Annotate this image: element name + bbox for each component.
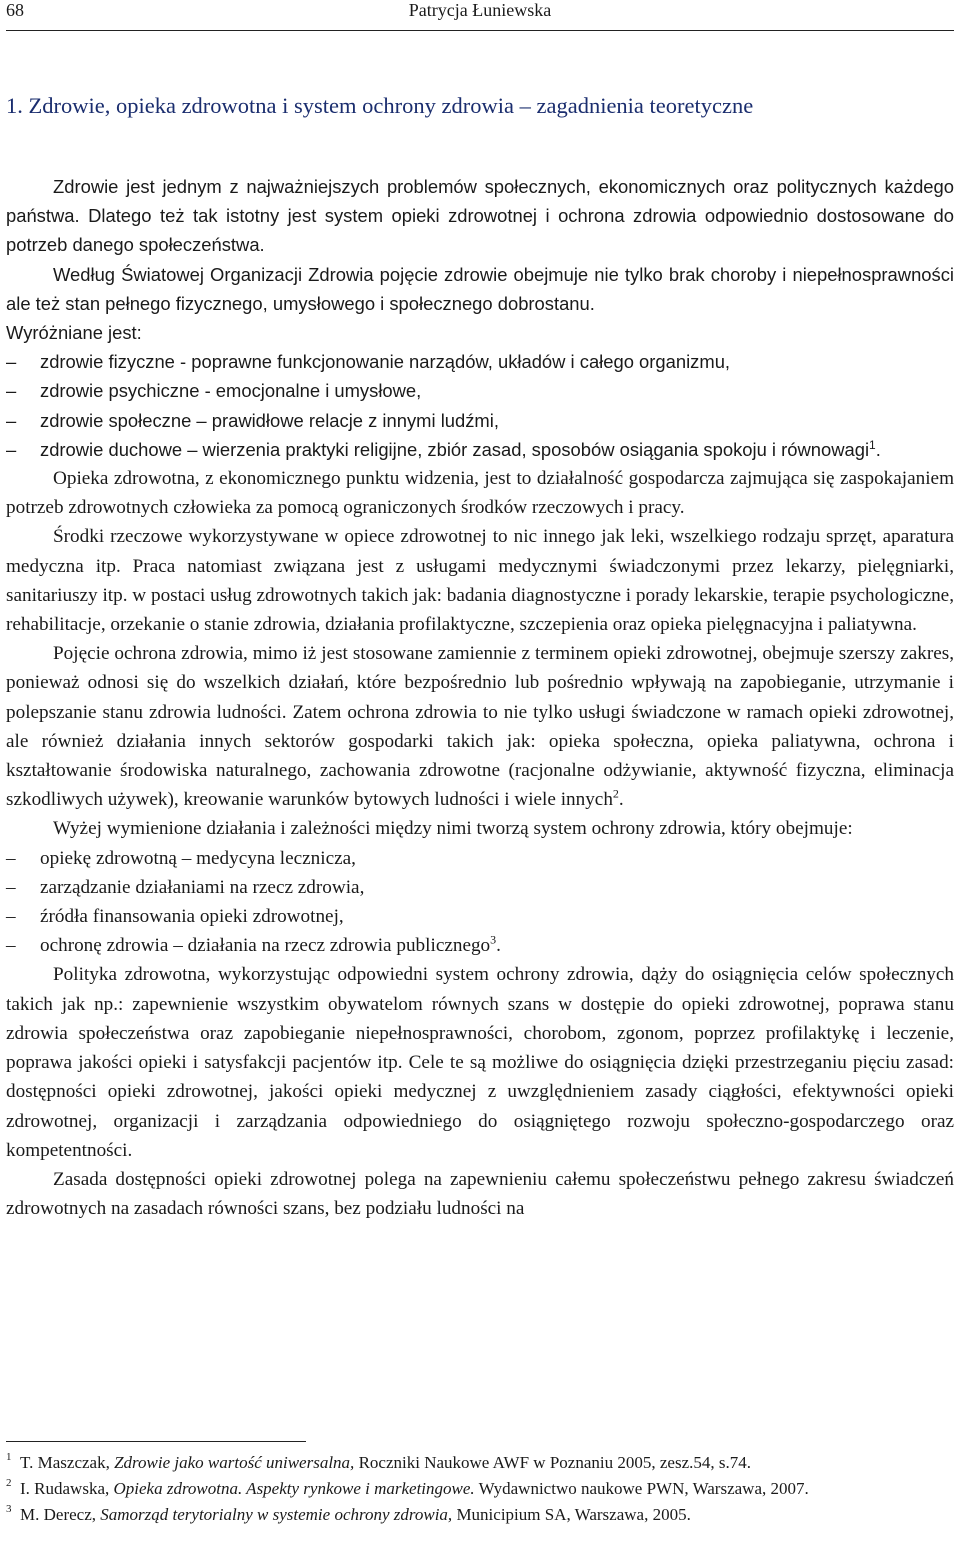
section-title: 1. Zdrowie, opieka zdrowotna i system ochrony zdrowia – zagadnienia teoretyczne (6, 93, 754, 118)
list-item: – zdrowie duchowe – wierzenia praktyki religijne, zbiór zasad, sposobów osiągania spokoju i równowagi$^1$. (6, 435, 954, 464)
paragraph: Według Światowej Organizacji Zdrowia pojęcie zdrowie obejmuje nie tylko brak choroby i niepełnosprawności ale też stan pełnego fizycznego, umysłowego i społecznego dobrostanu. (6, 263, 954, 314)
running-header (0, 0, 960, 24)
footnote: 1 T. Maszczak, Zdrowie jako wartość uniwersalna, Roczniki Naukowe AWF w Poznaniu 2005, zesz.54, s.74. (6, 1450, 954, 1476)
footnote: 2 I. Rudawska, Opieka zdrowotna. Aspekty rynkowe i marketingowe. Wydawnictwo naukowe PWN, Warszawa, 2007. (6, 1476, 954, 1502)
paragraph: Zasada dostępności opieki zdrowotnej polega na zapewnieniu całemu społeczeństwu pełnego zakresu świadczeń zdrowotnych na zasadach równości szans, bez podziału ludności na (6, 1168, 954, 1220)
footnote-mark: 2 (6, 1477, 12, 1489)
footnote-rule (6, 1441, 306, 1442)
paragraph: Polityka zdrowotna, wykorzystując odpowiedni system ochrony zdrowia, dąży do osiągnięcia celów społecznych takich jak np.: zapewnienie wszystkim obywatelom równych szans w dostępie do opieki zdrowotnej, poprawa stanu zdrowia społeczeństwa oraz zapobieganie niepełnosprawności, chorobom, zgonom, poprzez profilaktykę i leczenie, poprawa jakości opieki i satysfakcji pacjentów itp. Cele te są możliwe do osiągnięcia dzięki przestrzeganiu pięciu zasad: dostępności opieki zdrowotnej, jakości opieki medycznej z uwzględnieniem zasady ciągłości, efektywności opieki zdrowotnej, organizacji i zarządzania odpowiedniego do osiągniętego rozwoju społeczno-gospodarczego oraz kompetentności. (6, 964, 954, 1161)
health-system-list (6, 844, 954, 961)
paragraph: Środki rzeczowe wykorzystywane w opiece zdrowotnej to nic innego jak leki, wszelkiego rodzaju sprzęt, aparatura medyczna itp. Praca natomiast związana jest z usługami medycznymi świadczonymi przez lekarzy, pielęgniarki, sanitariuszy itp. w postaci usług zdrowotnych takich jak: badania diagnostyczne i porady lekarskie, terapie psychologiczne, rehabilitacje, orzekanie o stanie zdrowia, działania profilaktyczne, szczepienia oraz opieka pielęgnacyjna i paliatywna. (6, 526, 954, 636)
footnote-ref: 3 (490, 932, 497, 947)
body-text (6, 172, 954, 1223)
list-intro: Wyróżniane jest: (6, 322, 142, 344)
paragraph: Pojęcie ochrona zdrowia, mimo iż jest stosowane zamiennie z terminem opieki zdrowotnej, obejmuje szerszy zakres, ponieważ odnosi się do wszelkich działań, które bezpośrednio lub pośrednio wpływają na zapobieganie, utrzymanie i polepszanie stanu zdrowia ludności. Zatem ochrona zdrowia to nie tylko usługi świadczone w ramach opieki zdrowotnej, ale również działania innych sektorów gospodarki takich jak: opieka społeczna, opieka paliatywna, ochrona i kształtowanie środowiska naturalnego, zachowania zdrowotne (racjonalne odżywianie, aktywność fizyczna, eliminacja szkodliwych używek), kreowanie warunków bytowych ludności i wiele innych$^2$. (6, 643, 954, 811)
paragraph: Zdrowie jest jednym z najważniejszych problemów społecznych, ekonomicznych oraz politycznych każdego państwa. Dlatego też tak istotny jest system opieki zdrowotnej i ochrona zdrowia odpowiednio dostosowane do potrzeb danego społeczeństwa. (6, 176, 954, 256)
footnote-mark: 3 (6, 1503, 12, 1515)
footnote-ref: 2 (612, 786, 619, 801)
paragraph: Wyżej wymienione działania i zależności między nimi tworzą system ochrony zdrowia, który obejmuje: (53, 818, 853, 840)
header-rule (6, 30, 954, 31)
footnote: 3 M. Derecz, Samorząd terytorialny w systemie ochrony zdrowia, Municipium SA, Warszawa, 2005. (6, 1502, 954, 1528)
footnote-mark: 1 (6, 1451, 12, 1463)
list-item: – zarządzanie działaniami na rzecz zdrowia, (6, 873, 954, 902)
list-item: – ochronę zdrowia – działania na rzecz zdrowia publicznego$^3$. (6, 931, 954, 960)
list-item: – zdrowie psychiczne - emocjonalne i umysłowe, (6, 376, 954, 405)
list-item: – źródła finansowania opieki zdrowotnej, (6, 902, 954, 931)
health-dimensions-list (6, 347, 954, 464)
page-number: 68 (6, 0, 24, 20)
running-author: Patrycja Łuniewska (408, 0, 552, 20)
list-item: – zdrowie społeczne – prawidłowe relacje z innymi ludźmi, (6, 406, 954, 435)
paragraph: Opieka zdrowotna, z ekonomicznego punktu widzenia, jest to działalność gospodarcza zajmująca się zaspokajaniem potrzeb zdrowotnych człowieka za pomocą ograniczonych środków rzeczowych i pracy. (6, 468, 954, 519)
list-item: – zdrowie fizyczne - poprawne funkcjonowanie narządów, układów i całego organizmu, (6, 347, 954, 376)
footnotes (6, 1450, 954, 1528)
list-item: – opiekę zdrowotną – medycyna lecznicza, (6, 844, 954, 873)
footnote-ref: 1 (869, 437, 876, 452)
